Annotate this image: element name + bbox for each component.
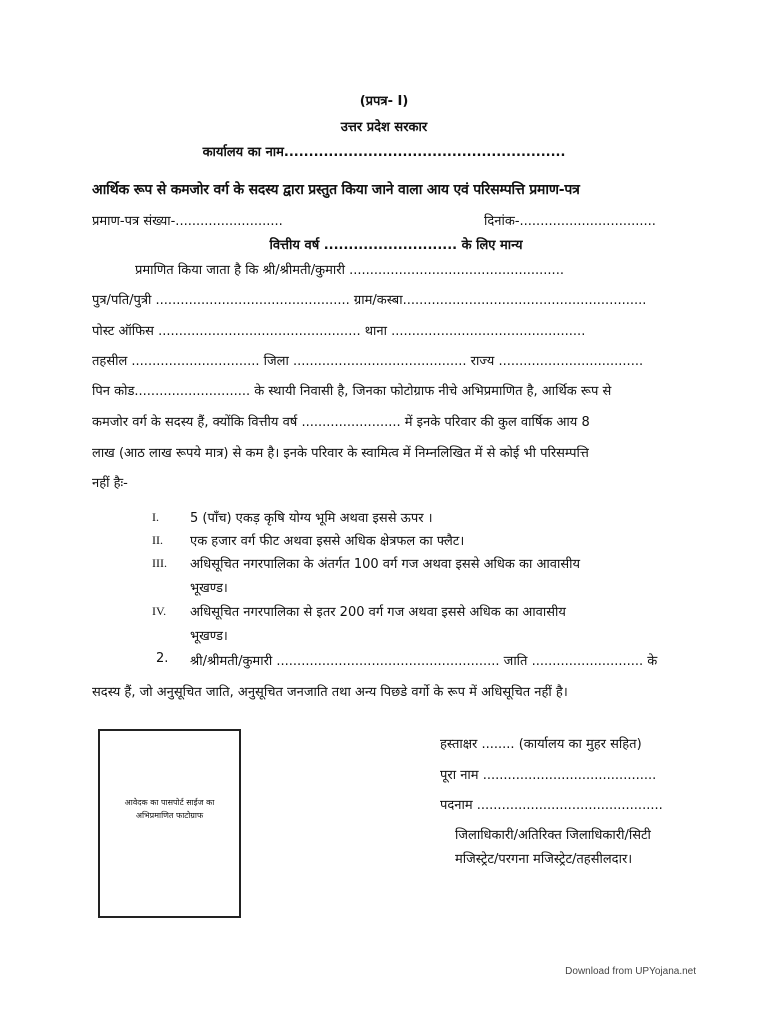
photo-caption-line-1: आवेदक का पासपोर्ट साईज का (124, 798, 215, 807)
list-item: अधिसूचित नगरपालिका के अंतर्गत 100 वर्ग गज अथवा इससे अधिक का आवासीय (190, 557, 581, 572)
full-name-field: पूरा नाम .......................................... (440, 768, 657, 783)
list-item-continued: भूखण्ड। (190, 581, 228, 596)
body-line-2: पुत्र/पति/पुत्री ............................................... ग्राम/कस्बा........................................................... (92, 293, 647, 308)
certificate-number-field: प्रमाण-पत्र संख्या-.......................... (92, 214, 283, 229)
body-line-4: तहसील ............................... जिला .......................................... राज्य ................................... (92, 354, 644, 369)
paragraph-2-number: 2. (156, 651, 169, 666)
paragraph-2-line-1: श्री/श्रीमती/कुमारी ...................................................... जाति ........................... के (190, 654, 658, 669)
footer-link[interactable]: Download from UPYojana.net (565, 966, 696, 977)
authority-line-1: जिलाधिकारी/अतिरिक्त जिलाधिकारी/सिटी (455, 828, 651, 843)
list-item-continued: भूखण्ड। (190, 629, 228, 644)
form-number: (प्रपत्र- I) (359, 94, 409, 109)
office-name-field: कार्यालय का नाम......................................................... (202, 145, 566, 160)
authority-line-2: मजिस्ट्रेट/परगना मजिस्ट्रेट/तहसीलदार। (455, 852, 633, 867)
photo-caption-line-2: अभिप्रमाणित फाटोग्राफ (135, 811, 204, 820)
list-item-number: III. (152, 556, 167, 570)
list-item: 5 (पाँच) एकड़ कृषि योग्य भूमि अथवा इससे ऊपर । (190, 511, 433, 526)
designation-field: पदनाम ............................................. (440, 798, 663, 813)
body-line-3: पोस्ट ऑफिस ................................................. थाना ............................................... (92, 324, 586, 339)
paragraph-2-line-2: सदस्य हैं, जो अनुसूचित जाति, अनुसूचित जनजाति तथा अन्य पिछडे वर्गो के रूप में अधिसूचित नहीं है। (92, 685, 568, 700)
list-item-number: IV. (152, 604, 167, 618)
signature-field: हस्ताक्षर ........ (कार्यालय का मुहर सहित) (440, 737, 642, 752)
body-line-6: कमजोर वर्ग के सदस्य हैं, क्योंकि वित्तीय वर्ष ........................ में इनके परिवार की कुल वार्षिक आय 8 (92, 415, 590, 430)
body-line-5: पिन कोड............................ के स्थायी निवासी है, जिनका फोटोग्राफ नीचे अभिप्रमाणित है, आर्थिक रूप से (92, 384, 612, 399)
date-field: दिनांक-................................. (484, 214, 656, 229)
body-line-1: प्रमाणित किया जाता है कि श्री/श्रीमती/कुमारी .................................................... (135, 263, 564, 278)
govt-title: उत्तर प्रदेश सरकार (340, 120, 428, 135)
body-line-8: नहीं हैः- (92, 476, 128, 491)
list-item: एक हजार वर्ग फीट अथवा इससे अधिक क्षेत्रफल का फ्लैट। (190, 534, 465, 549)
list-item-number: II. (152, 533, 163, 547)
page-title: आर्थिक रूप से कमजोर वर्ग के सदस्य द्वारा प्रस्तुत किया जाने वाला आय एवं परिसम्पत्ति प्रमाण-पत्र (92, 182, 580, 198)
body-line-7: लाख (आठ लाख रूपये मात्र) से कम है। इनके परिवार के स्वामित्व में निम्नलिखित में से कोई भी परिसम्पत्ति (92, 446, 589, 461)
list-item-number: I. (152, 510, 159, 524)
photo-box (98, 729, 241, 918)
list-item: अधिसूचित नगरपालिका से इतर 200 वर्ग गज अथवा इससे अधिक का आवासीय (190, 605, 566, 620)
financial-year-field: वित्तीय वर्ष ........................... के लिए मान्य (269, 238, 523, 253)
